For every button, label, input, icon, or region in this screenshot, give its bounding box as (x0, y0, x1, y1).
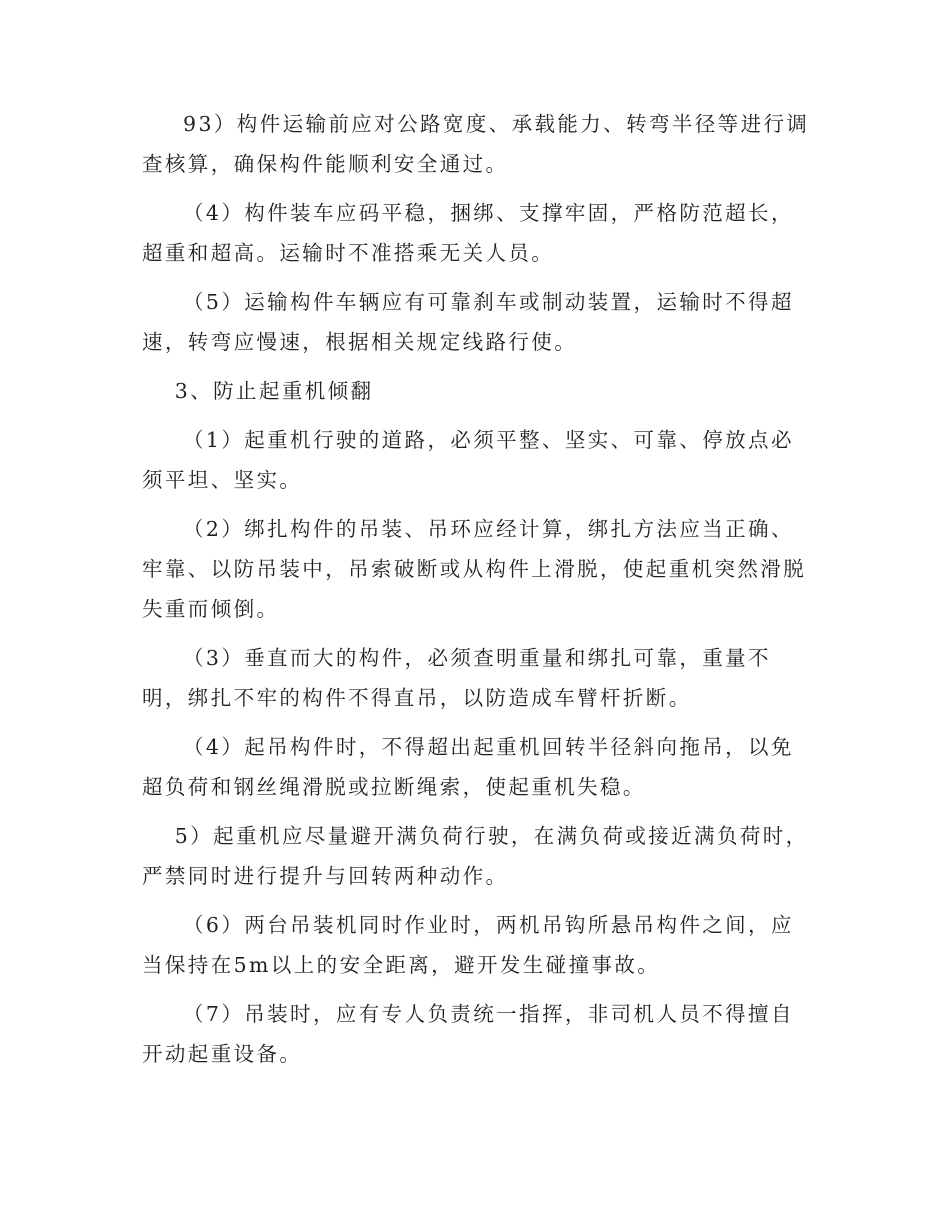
paragraph-component-transport-survey: 93）构件运输前应对公路宽度、承载能力、转弯半径等进行调查核算，确保构件能顺利安全通过。 (142, 112, 810, 176)
paragraph-crane-road: （1）起重机行驶的道路，必须平整、坚实、可靠、停放点必须平坦、坚实。 (142, 428, 794, 492)
paragraph-unified-command: （7）吊装时，应有专人负责统一指挥，非司机人员不得擅自开动起重设备。 (142, 1002, 794, 1066)
paragraph-vertical-components: （3）垂直而大的构件，必须查明重量和绑扎可靠，重量不明，绑扎不牢的构件不得直吊，以防造成车臂杆折断。 (142, 646, 771, 710)
paragraph-two-cranes-distance: （6）两台吊装机同时作业时，两机吊钩所悬吊构件之间，应当保持在5m以上的安全距离，避开发生碰撞事故。 (142, 913, 794, 977)
paragraph-lifting-radius: （4）起吊构件时，不得超出起重机回转半径斜向拖吊，以免超负荷和钢丝绳滑脱或拉断绳索，使起重机失稳。 (142, 735, 794, 799)
paragraph-loading-rules: （4）构件装车应码平稳，捆绑、支撑牢固，严格防范超长，超重和超高。运输时不准搭乘无关人员。 (142, 201, 794, 265)
document-body (142, 104, 812, 1083)
paragraph-vehicle-brakes: （5）运输构件车辆应有可靠刹车或制动装置，运输时不得超速，转弯应慢速，根据相关规定线路行使。 (142, 290, 794, 354)
paragraph-binding-components: （2）绑扎构件的吊装、吊环应经计算，绑扎方法应当正确、牢靠、以防吊装中，吊索破断或从构件上滑脱，使起重机突然滑脱失重而倾倒。 (142, 517, 807, 621)
section-heading-prevent-crane-overturn: 3、防止起重机倾翻 (174, 379, 374, 403)
paragraph-full-load-driving: 5）起重机应尽量避开满负荷行驶，在满负荷或接近满负荷时，严禁同时进行提升与回转两种动作。 (142, 824, 809, 888)
